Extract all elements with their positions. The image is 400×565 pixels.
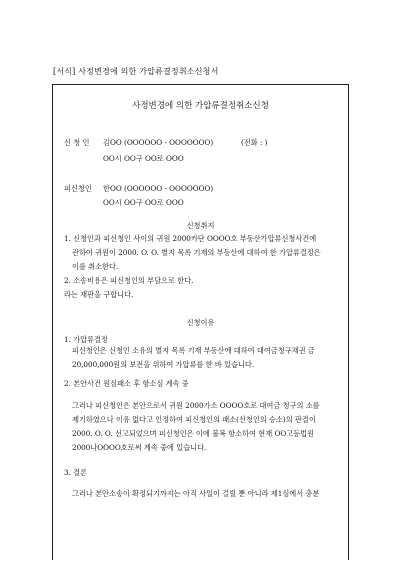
reason2-line4: 2000나OOOO호로써 계속 중에 있습니다.	[72, 443, 207, 452]
reason1-line2: 20,000,000원의 보전을 위하여 가압류를 한 바 있습니다.	[72, 360, 255, 369]
purpose-heading: 신청취지	[186, 221, 215, 230]
applicant-name-line: 김OO (OOOOOO - OOOOOOO)	[103, 138, 214, 147]
respondent-name-line: 한OO (OOOOOO - OOOOOOO)	[103, 184, 214, 193]
reason1-title: 1. 가압류결정	[64, 335, 108, 344]
respondent-label: 피신청인	[64, 184, 92, 193]
reason2-line3: 2000. O. O. 선고되었으며 피신청인은 이에 불복 항소하여 현재 OO고등법원	[72, 429, 315, 438]
reason1-body	[72, 344, 315, 372]
purpose-item1-line2: 관하여 귀원이 2000. O. O. 별지 목록 기재의 부동산에 대하여 한 가압류결정은	[72, 248, 321, 257]
reason1-line1: 피신청인은 신청인 소유의 별지 목록 기재 부동산에 대하여 대여금청구채권 금	[72, 346, 315, 355]
respondent-address: OO시 OO구 OO로 OOO	[103, 198, 184, 207]
form-title: 사정변경에 의한 가압류결정취소신청	[132, 101, 269, 111]
purpose-item2: 2. 소송비용은 피신청인의 부담으로 한다.	[64, 276, 194, 285]
document-caption: [서식] 사정변경에 의한 가압류결정취소신청서	[53, 67, 219, 76]
reason2-body	[72, 399, 320, 455]
reasons-heading: 신청이유	[186, 318, 215, 327]
applicant-phone: (전화 : )	[241, 138, 268, 147]
form-frame	[52, 84, 349, 560]
reason2-line1: 그러나 피신청인은 본안으로서 귀원 2000가소 OOOO호로 대여금 청구의 소를	[72, 401, 320, 410]
reason2-title: 2. 본안사건 원심패소 후 항소심 계속 중	[64, 379, 189, 388]
reason3-title: 3. 결론	[64, 468, 88, 477]
applicant-address: OO시 OO구 OO로 OOO	[103, 154, 184, 163]
applicant-label: 신 청 인	[64, 138, 90, 147]
reason3-body	[72, 487, 319, 501]
reason3-line1: 그러나 본안소송이 확정되기까지는 아직 사일이 걸릴 뿐 아니라 제1심에서 충분	[72, 489, 320, 498]
purpose-item1-line1: 1. 신청인과 피신청인 사이의 귀원 2000카단 OOOO호 부동산가압류신청사건에	[64, 234, 317, 243]
purpose-body	[64, 232, 321, 302]
reason2-line2: 제기하였으나 이유 없다고 인정하여 피신청인의 패소(신청인의 승소)의 판결이	[72, 415, 316, 424]
purpose-closing: 라는 재판을 구합니다.	[64, 290, 134, 299]
purpose-item1-line3: 이를 취소한다.	[72, 262, 119, 271]
